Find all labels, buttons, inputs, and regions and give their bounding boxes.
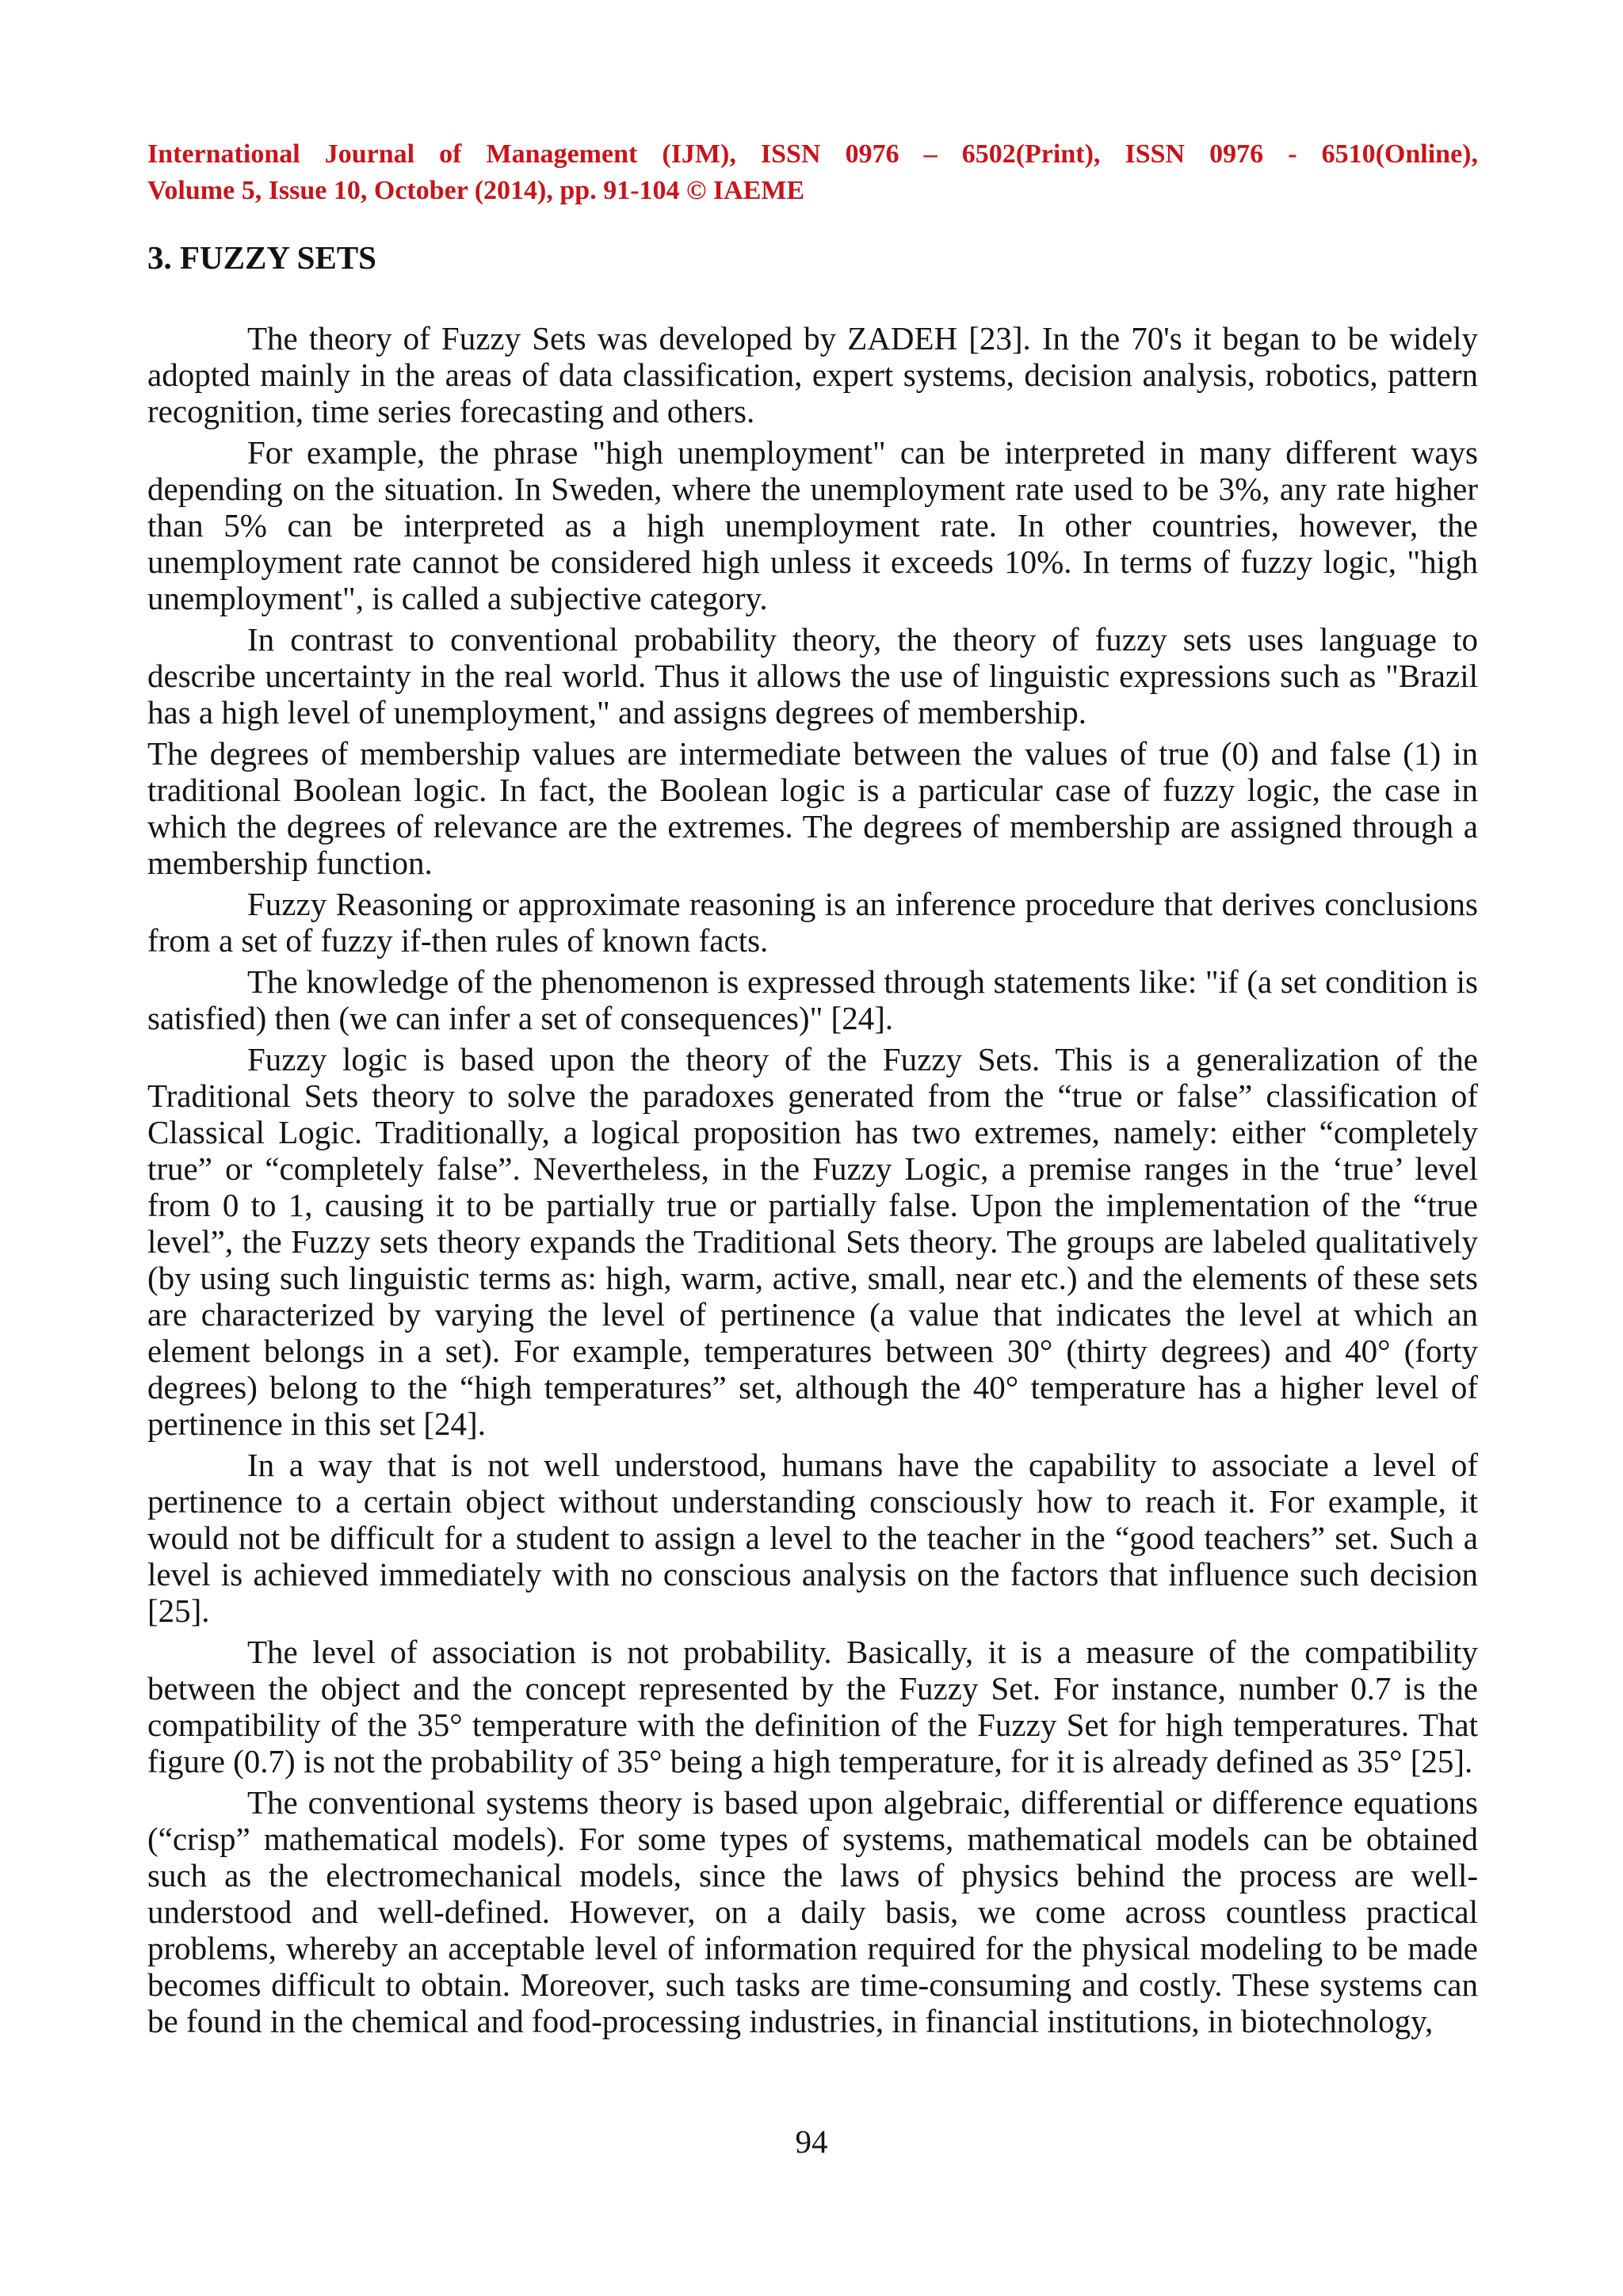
paragraph: The degrees of membership values are intermediate between the values of true (0) and false (1) in traditional Boolean logic. In fact, the Boolean logic is a particular case of fuzzy logic, the case in which the degrees of relevance are the extremes. The degrees of membership are assigned through a membership function. — [147, 735, 1478, 881]
paragraph: The level of association is not probability. Basically, it is a measure of the compatibility between the object and the concept represented by the Fuzzy Set. For instance, number 0.7 is the compatibility of the 35° temperature with the definition of the Fuzzy Set for high temperatures. That figure (0.7) is not the probability of 35° being a high temperature, for it is already defined as 35° [25]. — [147, 1634, 1478, 1779]
journal-header-line2: Volume 5, Issue 10, October (2014), pp. 91-104 © IAEME — [147, 176, 805, 205]
paragraph: In contrast to conventional probability theory, the theory of fuzzy sets uses language to describe uncertainty in the real world. Thus it allows the use of linguistic expressions such as "Brazil has a high level of unemployment," and assigns degrees of membership. — [147, 621, 1478, 730]
paragraph: The theory of Fuzzy Sets was developed by ZADEH [23]. In the 70's it began to be widely adopted mainly in the areas of data classification, expert systems, decision analysis, robotics, pattern recognition, time series forecasting and others. — [147, 320, 1478, 429]
body-text — [147, 320, 1478, 2039]
section-heading: 3. FUZZY SETS — [147, 239, 376, 276]
paragraph: Fuzzy Reasoning or approximate reasoning is an inference procedure that derives conclusions from a set of fuzzy if-then rules of known facts. — [147, 886, 1478, 959]
paragraph: For example, the phrase "high unemployment" can be interpreted in many different ways depending on the situation. In Sweden, where the unemployment rate used to be 3%, any rate higher than 5% can be interpreted as a high unemployment rate. In other countries, however, the unemployment rate cannot be considered high unless it exceeds 10%. In terms of fuzzy logic, "high unemployment", is called a subjective category. — [147, 434, 1478, 616]
page-number: 94 — [795, 2123, 828, 2160]
journal-header — [147, 136, 1478, 209]
paragraph: Fuzzy logic is based upon the theory of the Fuzzy Sets. This is a generalization of the Traditional Sets theory to solve the paradoxes generated from the “true or false” classification of Classical Logic. Traditionally, a logical proposition has two extremes, namely: either “completely true” or “completely false”. Nevertheless, in the Fuzzy Logic, a premise ranges in the ‘true’ level from 0 to 1, causing it to be partially true or partially false. Upon the implementation of the “true level”, the Fuzzy sets theory expands the Traditional Sets theory. The groups are labeled qualitatively (by using such linguistic terms as: high, warm, active, small, near etc.) and the elements of these sets are characterized by varying the level of pertinence (a value that indicates the level at which an element belongs in a set). For example, temperatures between 30° (thirty degrees) and 40° (forty degrees) belong to the “high temperatures” set, although the 40° temperature has a higher level of pertinence in this set [24]. — [147, 1041, 1478, 1442]
paragraph: The knowledge of the phenomenon is expressed through statements like: "if (a set condition is satisfied) then (we can infer a set of consequences)" [24]. — [147, 963, 1478, 1036]
paragraph: The conventional systems theory is based upon algebraic, differential or difference equations (“crisp” mathematical models). For some types of systems, mathematical models can be obtained such as the electromechanical models, since the laws of physics behind the process are well-understood and well-defined. However, on a daily basis, we come across countless practical problems, whereby an acceptable level of information required for the physical modeling to be made becomes difficult to obtain. Moreover, such tasks are time-consuming and costly. These systems can be found in the chemical and food-processing industries, in financial institutions, in biotechnology, — [147, 1784, 1478, 2039]
journal-header-line1: International Journal of Management (IJM), ISSN 0976 – 6502(Print), ISSN 0976 - 6510(Online), — [147, 139, 1478, 169]
paragraph: In a way that is not well understood, humans have the capability to associate a level of pertinence to a certain object without understanding consciously how to reach it. For example, it would not be difficult for a student to assign a level to the teacher in the “good teachers” set. Such a level is achieved immediately with no conscious analysis on the factors that influence such decision [25]. — [147, 1447, 1478, 1629]
